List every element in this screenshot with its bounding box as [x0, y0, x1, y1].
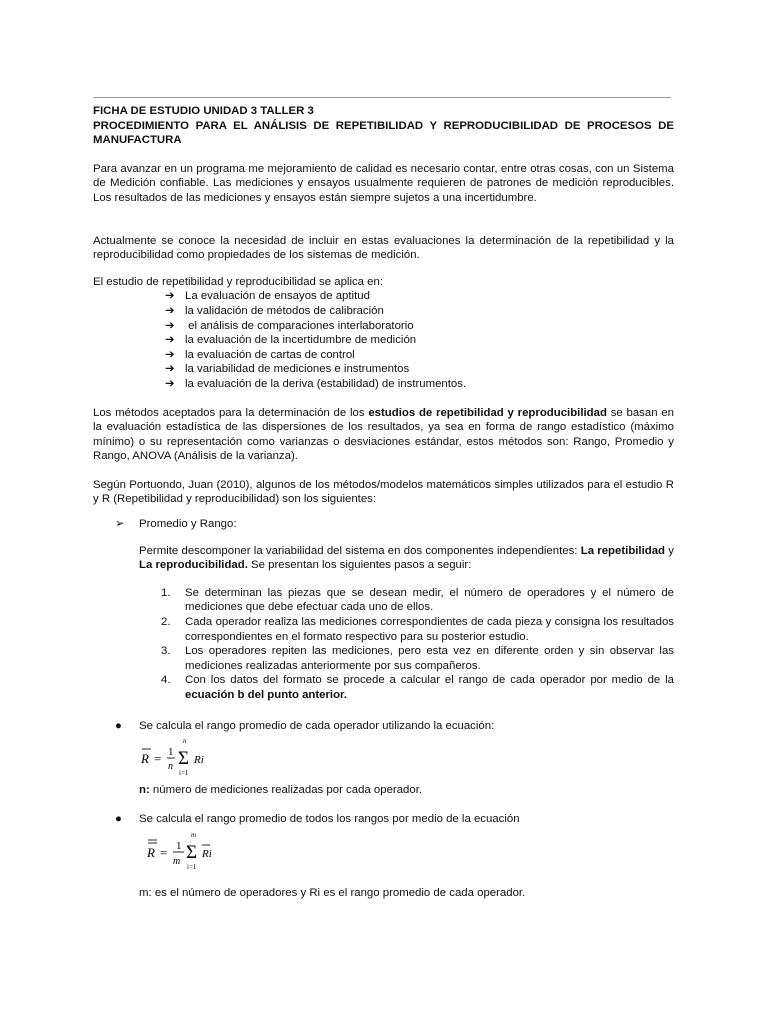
intro-paragraph-1: Para avanzar en un programa me mejoramiento de calidad es necesario contar, entre otras cosas, con un Sistema de Medición confiable. Las mediciones y ensayos usualmente requieren de patrones de medición reproducibles. Los resultados de las mediciones y ensayos están siempre sujetos a una incertidumbre. — [93, 162, 674, 204]
arrow-icon: ➔ — [165, 334, 175, 347]
header-rule — [93, 97, 671, 98]
list-item: 3. Los operadores repiten las mediciones, pero esta vez en diferente orden y sin observar las mediciones realizadas anteriormente por sus compañeros. — [161, 645, 674, 672]
formula-sum-upper: m — [191, 831, 197, 840]
formula-lhs: R — [147, 845, 155, 861]
arrow-icon: ➔ — [165, 290, 175, 303]
formula-rango-operador — [141, 737, 674, 777]
formula-sum-lower: i=1 — [187, 863, 197, 872]
methods-paragraph: Los métodos aceptados para la determinación de los estudios de repetibilidad y reproducibilidad se basan en la evaluación estadística de las dispersiones de los resultados, ya sea en forma de rango estadístico (máximo mínimo) o su representación como varianzas o desviaciones estándar, estos métodos son: Rango, Promedio y Rango, ANOVA (Análisis de la varianza). — [93, 406, 674, 463]
doc-subtitle: PROCEDIMIENTO PARA EL ANÁLISIS DE REPETIBILIDAD Y REPRODUCIBILIDAD DE PROCESOS DE MANUFACTURA — [93, 119, 674, 147]
arrow-icon: ➔ — [165, 363, 175, 376]
bullet-icon: ● — [115, 812, 122, 825]
list-item: 2. Cada operador realiza las mediciones correspondientes de cada pieza y consigna los resultados correspondientes en el formato respectivo para su posterior estudio. — [161, 616, 674, 643]
doc-title: FICHA DE ESTUDIO UNIDAD 3 TALLER 3 — [93, 105, 314, 117]
formula-sum-upper: n — [183, 737, 187, 746]
list-item: ➔ la variabilidad de mediciones e instrumentos — [165, 363, 410, 376]
formula-sum-lower: i=1 — [179, 769, 189, 778]
bullet-rango-operador: ● Se calcula el rango promedio de cada operador utilizando la ecuación: — [115, 719, 495, 732]
promedio-description: Permite descomponer la variabilidad del sistema en dos componentes independientes: La repetibilidad y La reproducibilidad. Se presentan los siguientes pasos a seguir: — [139, 544, 674, 572]
list-item: ➔ La evaluación de ensayos de aptitud — [165, 290, 370, 303]
formula-rbar — [141, 737, 221, 777]
arrow-icon: ➔ — [165, 377, 175, 390]
list-item: 1. Se determinan las piezas que se desean medir, el número de operadores y el número de mediciones que debe efectuar cada uno de ellos. — [161, 586, 674, 614]
formula-eq: = — [154, 751, 162, 767]
arrow-icon: ➔ — [165, 304, 175, 317]
sigma-icon: Σ — [186, 842, 198, 864]
sigma-icon: Σ — [178, 748, 190, 770]
formula-rango-total — [147, 830, 674, 874]
formula-denominator: n — [168, 761, 173, 773]
arrow-icon: ➔ — [165, 348, 175, 361]
formula-term: Ri — [202, 848, 212, 861]
document-body — [93, 104, 674, 901]
list-item: ➔ el análisis de comparaciones interlaboratorio — [165, 319, 414, 332]
list-item: ➔ la validación de métodos de calibración — [165, 304, 384, 317]
arrow-icon: ➔ — [165, 319, 175, 332]
formula-term: Ri — [194, 754, 204, 767]
list-item: ➔ la evaluación de cartas de control — [165, 348, 355, 361]
note-m: m: es el número de operadores y Ri es el rango promedio de cada operador. — [139, 887, 526, 900]
bullet-rango-total: ● Se calcula el rango promedio de todos los rangos por medio de la ecuación — [115, 812, 520, 825]
formula-eq: = — [160, 845, 168, 861]
list-item: ➔ la evaluación de la deriva (estabilidad) de instrumentos. — [165, 377, 467, 390]
arrowhead-icon: ➢ — [115, 518, 125, 531]
promedio-rango-heading: ➢ Promedio y Rango: — [115, 518, 237, 531]
list-item: ➔ la evaluación de la incertidumbre de medición — [165, 334, 417, 347]
formula-numerator: 1 — [168, 746, 174, 759]
note-n: n: número de mediciones realizadas por cada operador. — [139, 784, 423, 797]
list-item: 4. Con los datos del formato se procede a calcular el rango de cada operador por medio de la ecuación b del punto anterior. — [161, 674, 674, 701]
formula-rbarbar — [147, 830, 227, 872]
bullet-icon: ● — [115, 719, 122, 732]
intro-paragraph-2: Actualmente se conoce la necesidad de incluir en estas evaluaciones la determinación de la repetibilidad y la reproducibilidad como propiedades de los sistemas de medición. — [93, 234, 674, 262]
formula-numerator: 1 — [176, 840, 182, 853]
portuondo-paragraph: Según Portuondo, Juan (2010), algunos de los métodos/modelos matemáticos simples utilizados para el estudio R y R (Repetibilidad y reproducibilidad) son los siguientes: — [93, 478, 674, 506]
intro-paragraph-3: El estudio de repetibilidad y reproducibilidad se aplica en: — [93, 275, 384, 288]
steps-list — [93, 586, 674, 703]
formula-lhs: R — [141, 751, 149, 767]
formula-denominator: m — [173, 856, 181, 868]
applications-list — [93, 289, 674, 391]
